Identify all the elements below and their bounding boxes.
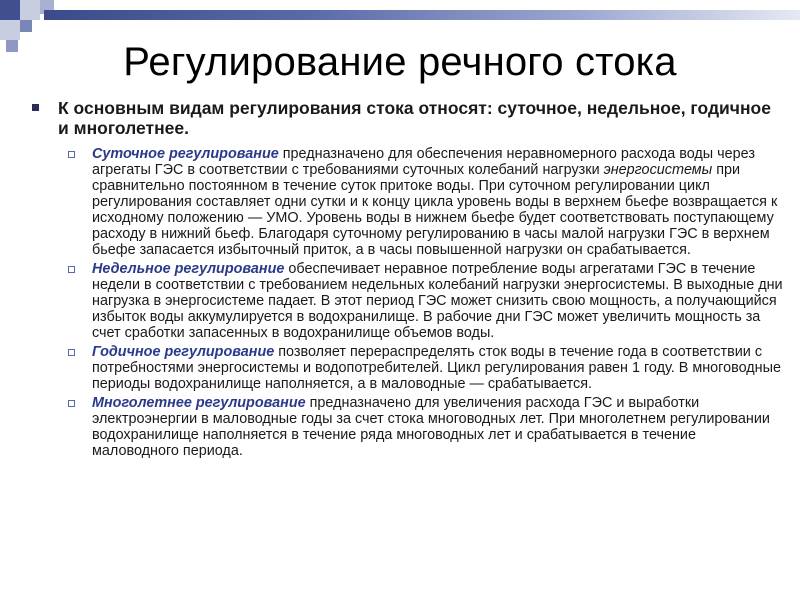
term-annual: Годичное регулирование [92, 344, 275, 360]
hollow-square-bullet-icon [68, 400, 75, 407]
main-bullet [30, 98, 785, 138]
sub-bullet-multiyear [30, 395, 785, 459]
term-weekly: Недельное регулирование [92, 261, 285, 277]
decor-square [20, 20, 32, 32]
multiyear-text: предназначено для увеличения расхода ГЭС и выработки электроэнергии в маловодные годы за счет стока многоводных лет. При многолетнем регулировании водохранилище наполняется в течение ряда многоводных лет и срабатывается в течение маловодного периода. [92, 395, 770, 459]
decor-square [20, 0, 40, 20]
daily-text-part2: при сравнительно постоянном в течение суток притоке воды. При суточном регулировании цикл регулирования составляет одни сутки и к концу цикла уровень воды в верхнем бьефе возвращается к исходному положению — УМО. Уровень воды в нижнем бьефе будет соответствовать поступающему расходу в нижний бьеф. Благодаря суточному регулированию в часы малой нагрузки ГЭС в верхнем бьефе запасается избыточный приток, а в часы повышенной нагрузки он срабатывается. [92, 162, 778, 258]
square-bullet-icon [32, 104, 39, 111]
header-gradient-bar [44, 10, 800, 20]
decor-square [0, 20, 20, 40]
term-multiyear: Многолетнее регулирование [92, 395, 306, 411]
daily-text-part1: предназначено для обеспечения неравномерного расхода воды через агрегаты ГЭС в соответствии с требованиями суточных колебаний нагрузки [92, 146, 755, 178]
sub-bullet-weekly [30, 261, 785, 341]
hollow-square-bullet-icon [68, 266, 75, 273]
hollow-square-bullet-icon [68, 349, 75, 356]
decor-square [0, 0, 20, 20]
slide-title: Регулирование речного стока [123, 40, 677, 84]
daily-text-italic: энергосистемы [603, 162, 713, 178]
main-bullet-text: К основным видам регулирования стока относят: суточное, недельное, годичное и многолетнее. [58, 98, 771, 138]
sub-bullet-annual [30, 344, 785, 392]
term-daily: Суточное регулирование [92, 146, 279, 162]
annual-text: позволяет перераспределять сток воды в течение года в соответствии с потребностями энергосистемы и водопотребителей. Цикл регулирования равен 1 году. В многоводные периоды водохранилище наполняется, а в маловодные — срабатывается. [92, 344, 781, 392]
weekly-text: обеспечивает неравное потребление воды агрегатами ГЭС в течение недели в соответствии с требованием недельных колебаний нагрузки энергосистемы. В выходные дни нагрузка в энергосистеме падает. В этот период ГЭС может снизить свою мощность, а получающийся избыток воды аккумулируется в водохранилище. В рабочие дни ГЭС может увеличить мощность за счет сработки запасенных в водохранилище объемов воды. [92, 261, 783, 341]
hollow-square-bullet-icon [68, 151, 75, 158]
slide-body [30, 98, 785, 462]
sub-bullet-daily [30, 146, 785, 258]
